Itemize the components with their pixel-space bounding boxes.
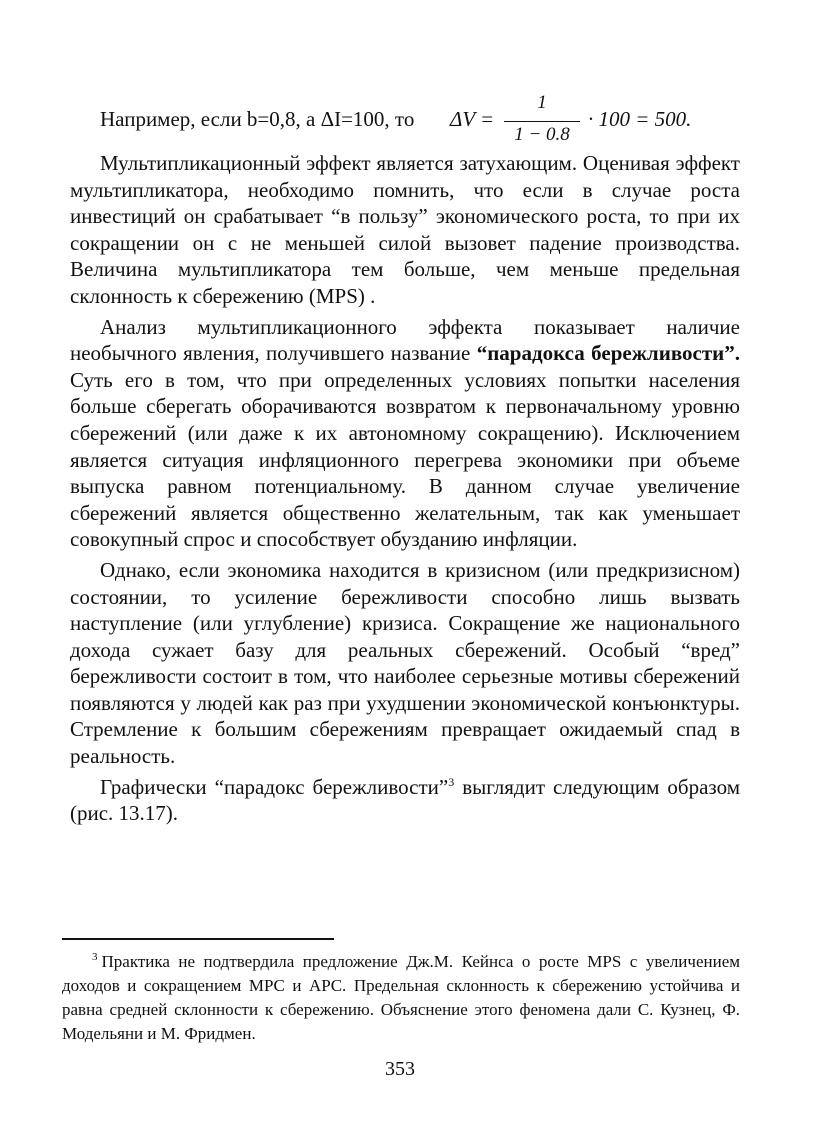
paragraph-text-before: Графически “парадокс бережливости” xyxy=(100,774,449,799)
paragraph-text-after: выглядит следующим образом (рис. 13.17). xyxy=(70,774,740,826)
paragraph-bold-term: “парадокса бережливости”. xyxy=(476,341,740,366)
footnote-text: Практика не подтвердила предложение Дж.М. Кейнса о росте MPS с увеличением доходов и сокращением MPC и APC. Предельная склонность к сбережению устойчива и равна средней склонности к сбережению. Объяснение этого феномена дали С. Кузнец, Ф. Модельяни и М. Фридмен. xyxy=(62,952,740,1043)
paragraph-text-before: Анализ мультипликационного эффекта показывает наличие необычного явления, получившего название xyxy=(70,314,740,366)
fraction-bar xyxy=(504,121,580,122)
fraction-denominator: 1 − 0.8 xyxy=(514,124,570,145)
paragraph-graphic-reference xyxy=(70,774,740,827)
paragraph-thrift-paradox xyxy=(70,314,740,553)
page-number: 353 xyxy=(385,1058,415,1080)
formula-lead-text: Например, если b=0,8, а ΔI=100, то xyxy=(100,107,415,131)
formula-fraction xyxy=(502,92,582,152)
paragraph-text-after: Суть его в том, что при определенных условиях попытки населения больше сберегать оборачиваются возвратом к первоначальному уровню сбережений (или даже к их автономному сокращению). Исключением является ситуация инфляционного перегрева экономики при объеме выпуска равном потенциальному. В данном случае увеличение сбережений является общественно желательным, так как уменьшает совокупный спрос и способствует обузданию инфляции. xyxy=(70,367,740,552)
formula-lhs: ΔV = xyxy=(450,107,495,131)
footnote xyxy=(62,950,740,1046)
paragraph-text: Однако, если экономика находится в кризисном (или предкризисном) состоянии, то усиление бережливости способно лишь вызвать наступление (или углубление) кризиса. Сокращение же национального дохода сужает базу для реальных сбережений. Особый “вред” бережливости состоит в том, что наиболее серьезные мотивы сбережений появляются у людей как раз при ухудшении экономической конъюнктуры. Стремление к большим сбережениям превращает ожидаемый спад в реальность. xyxy=(70,557,740,769)
paragraph-crisis xyxy=(70,557,740,770)
footnote-reference[interactable]: 3 xyxy=(448,774,455,789)
paragraph-text: Мультипликационный эффект является затухающим. Оценивая эффект мультипликатора, необходимо помнить, что если в случае роста инвестиций он срабатывает “в пользу” экономического роста, то при их сокращении он с не меньшей силой вызовет падение производства. Величина мультипликатора тем больше, чем меньше предельная склонность к сбережению (MPS) . xyxy=(70,151,740,308)
footnote-mark: 3 xyxy=(92,951,98,964)
body-text xyxy=(70,150,740,827)
footnote-divider xyxy=(62,938,334,940)
formula-tail: · 100 = 500. xyxy=(588,107,692,131)
fraction-numerator: 1 xyxy=(537,92,547,113)
paragraph-multiplier-effect xyxy=(70,150,740,310)
